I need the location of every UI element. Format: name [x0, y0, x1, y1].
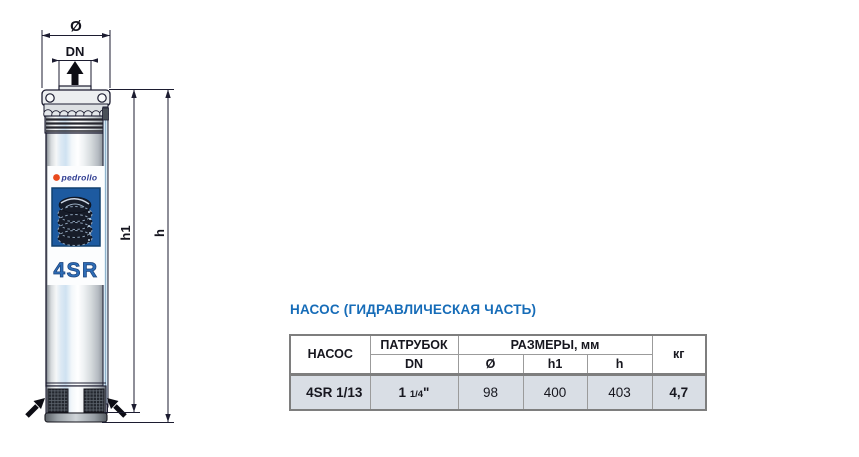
pump-technical-drawing [0, 0, 220, 457]
table-title: НАСОС (ГИДРАВЛИЧЕСКАЯ ЧАСТЬ) [290, 302, 537, 317]
intake-arrow-left-icon [27, 398, 45, 416]
col-header-dimensions: РАЗМЕРЫ, мм [458, 335, 652, 354]
impeller-image [52, 188, 100, 246]
dn-whole: 1 [398, 384, 407, 400]
col-header-h1: h1 [523, 354, 587, 374]
bolt-hole-right [98, 94, 106, 102]
pump-body [46, 107, 109, 413]
col-header-dn: DN [370, 354, 458, 374]
brand-name: pedrollo [61, 172, 98, 183]
pump-head [42, 86, 110, 133]
cell-pump-model: 4SR 1/13 [290, 374, 370, 410]
intake-arrow-right-icon [107, 398, 125, 416]
cell-h1-value: 400 [523, 374, 587, 410]
col-header-port: ПАТРУБОК [370, 335, 458, 354]
dim-h1-label: h1 [118, 225, 133, 241]
brand-dot-icon [53, 174, 60, 181]
bottom-cap [45, 413, 107, 422]
dim-h1 [104, 90, 174, 413]
pump-strainer [45, 383, 107, 422]
strainer-mesh-left [48, 389, 68, 412]
spec-table [289, 334, 707, 411]
bolt-hole-left [46, 94, 54, 102]
col-header-h: h [587, 354, 652, 374]
dim-h-label: h [152, 229, 167, 237]
cell-diameter-value: 98 [458, 374, 523, 410]
table-row [290, 374, 706, 410]
cell-weight-value: 4,7 [652, 374, 706, 410]
dn-fraction: 1/4 [409, 388, 424, 400]
cell-dn-value [370, 374, 458, 410]
dim-dn-label: DN [65, 44, 85, 59]
col-header-weight: кг [652, 335, 706, 374]
strainer-mesh-right [84, 389, 104, 412]
dim-h [102, 90, 174, 423]
dim-diameter-label: Ø [70, 18, 82, 35]
col-header-pump: НАСОС [290, 335, 370, 374]
cell-h-value: 403 [587, 374, 652, 410]
dn-quote: " [423, 384, 430, 400]
ribbed-rings [45, 116, 107, 133]
flow-direction-arrow-icon [67, 61, 84, 85]
col-header-diameter: Ø [458, 354, 523, 374]
model-label: 4SR [53, 259, 99, 282]
header-row-1 [290, 335, 706, 354]
